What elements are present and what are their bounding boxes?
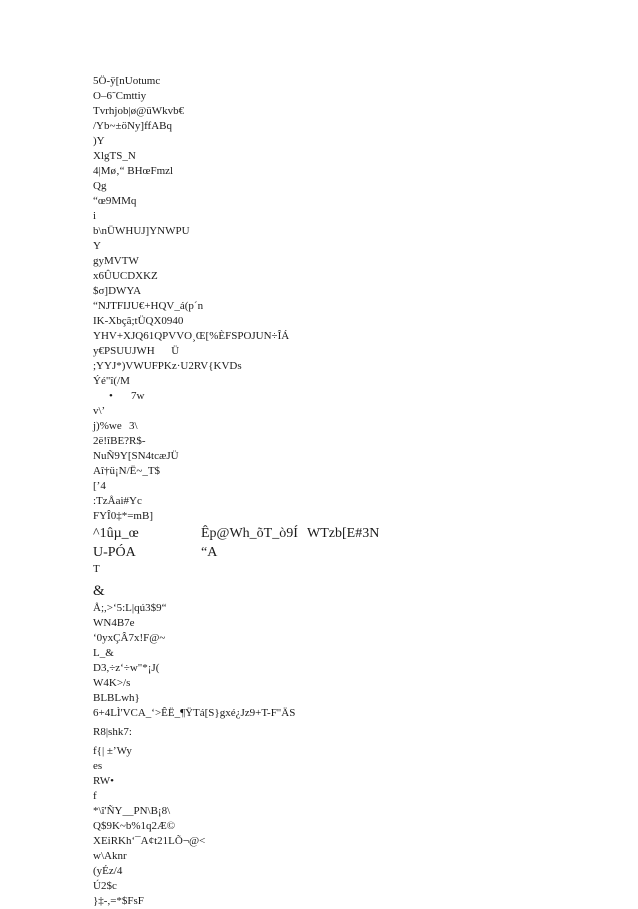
ampersand-heading: & <box>93 583 105 599</box>
text-line: Aî†ü¡N/Ë~_T$ <box>93 465 161 477</box>
large-text-cell: “A <box>201 545 218 560</box>
text-line: Tvrhjob|ø@üWkvb€ <box>93 105 185 117</box>
text-line: XEiRKh‘¯A¢t21LÕ¬@< <box>93 835 206 847</box>
text-line: b\nÜWHUJ]YNWPU <box>93 225 190 237</box>
text-line: w\Aknr <box>93 850 127 862</box>
text-line: R8|shk7: <box>93 726 132 738</box>
text-line: $σ]DWYA <box>93 285 142 297</box>
text-line: y€PSUUJWH Ü <box>93 345 180 357</box>
text-line: Å;,>‘5:L|qú3$9“ <box>93 602 167 614</box>
text-line: x6ÛUCDXKZ <box>93 270 158 282</box>
text-line: “œ9MMq <box>93 195 137 207</box>
large-text-cell: ^1ûµ_œ <box>93 526 139 541</box>
bullet-item <box>93 389 613 404</box>
large-text-row <box>93 524 613 543</box>
text-line: /Yb~±öNy]ffABq <box>93 120 173 132</box>
large-text-cell: WTzb[E#3N <box>307 526 380 541</box>
text-line: v\’ <box>93 405 106 417</box>
text-line: Q$9K~b%1q2Æ© <box>93 820 176 832</box>
text-line: 4|Mø‚“ BHœFmzl <box>93 165 174 177</box>
text-line: D3,÷z‘÷w"*¡J( <box>93 662 160 674</box>
text-line: Qg <box>93 180 107 192</box>
text-line: ‘0yxÇÂ7x!F@~ <box>93 632 166 644</box>
text-line: )Y <box>93 135 105 147</box>
text-line: YHV+XJQ61QPVVO¸Œ[%ÈFSPOJUN÷ÎÁ <box>93 330 290 342</box>
text-line: :TzÅai#Yc <box>93 495 142 507</box>
text-line: WN4B7e <box>93 617 135 629</box>
text-line: 5Ö-ÿ[nUotumc <box>93 75 161 87</box>
text-line: RW• <box>93 775 114 787</box>
text-line: }‡-,=*$FsF <box>93 895 144 907</box>
text-line: i <box>93 210 97 222</box>
text-line: f{| ±’Wy <box>93 745 132 757</box>
text-block-3 <box>93 601 613 721</box>
text-line: O–6˜Cmttiy <box>93 90 147 102</box>
text-line: 2ë!îBE?R$- <box>93 435 146 447</box>
text-line: Ú2$c <box>93 880 117 892</box>
text-block-2 <box>93 434 613 524</box>
large-text-row <box>93 543 613 562</box>
text-line: FYÎ0‡*=mB] <box>93 510 153 522</box>
text-line: L_& <box>93 647 114 659</box>
text-line: [’4 <box>93 480 106 492</box>
text-column <box>93 74 613 909</box>
bullet-text: 7w <box>131 390 145 402</box>
text-line: es <box>93 760 103 772</box>
text-line: *\î'ÑY__PN\B¡8\ <box>93 805 171 817</box>
text-block-1 <box>93 74 613 389</box>
bullet-icon: • <box>109 390 113 402</box>
tabbed-line <box>93 419 613 434</box>
text-line: Y <box>93 240 101 252</box>
large-text-cell: Êp@Wh_õT_ò9Í <box>201 526 298 541</box>
large-text-cell: U-PÓA <box>93 545 136 560</box>
text-line: XlgTS_N <box>93 150 136 162</box>
text-line: Ýé"î(/M <box>93 375 130 387</box>
text-line: f <box>93 790 97 802</box>
text-line: BLBLwh} <box>93 692 140 704</box>
text-line: ;YYJ*)VWUFPKz·U2RV{KVDs <box>93 360 242 372</box>
text-line: “NJTFIJU€+HQV_á(p´n <box>93 300 204 312</box>
text-block-4 <box>93 744 613 909</box>
tabbed-right: 3\ <box>129 420 138 432</box>
text-line: (yÉz/4 <box>93 865 123 877</box>
text-line: IK-Xbçã;tÜQX0940 <box>93 315 184 327</box>
text-line: T <box>93 563 100 575</box>
text-line: NuÑ9Y[SN4tcæJÜ <box>93 450 179 462</box>
text-line: gyMVTW <box>93 255 139 267</box>
tabbed-left: j)%we <box>93 420 122 432</box>
text-line: W4K>/s <box>93 677 131 689</box>
text-line: 6+4LÌ'VCA_‘>ÊË_¶ŸTá[S}gxé¿Jz9+T-F"ÄS <box>93 707 296 719</box>
